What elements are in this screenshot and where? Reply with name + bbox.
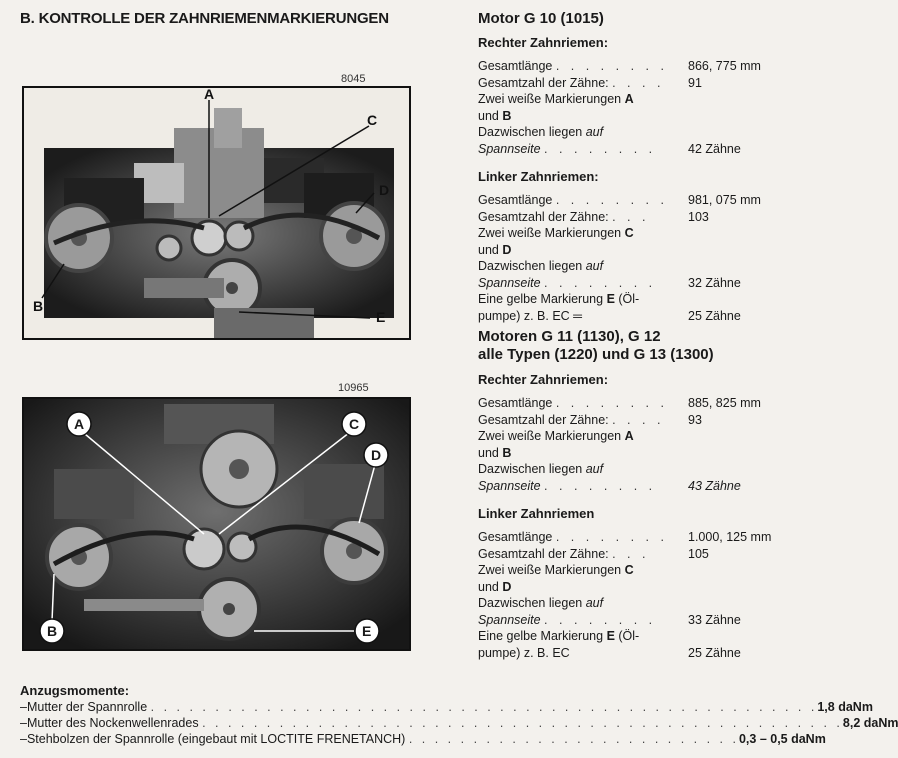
motor2-left-between-row: Spannseite . . . . . . . . 33 Zähne [478,612,778,629]
motor2-right-heading: Rechter Zahnriemen: [478,372,609,387]
engine-illustration-2 [24,399,409,649]
torque-value: 0,3 – 0,5 daNm [738,732,826,746]
motor1-left-heading: Linker Zahnriemen: [478,169,599,184]
motor2-title-line1: Motoren G 11 (1130), G 12 [478,328,661,345]
teeth-value: 93 [688,412,702,427]
figure1-number: 8045 [341,73,366,85]
teeth-value: 91 [688,75,702,90]
length-value: 866, 775 mm [688,59,761,73]
between-text: Dazwischen liegen [478,596,583,610]
torque-row [20,731,826,747]
torque-label: Mutter des Nockenwellenrades . . . . . . . . . . . . . . . . . . . . . . . . . . . . . . . . . . . . . . . . . . . . . . . . . . [26,716,843,730]
torque-section [20,683,898,747]
spec-column [478,10,778,661]
mark-letter: E [606,629,615,643]
yellow-text-end: (Öl- [618,629,640,643]
marks-and: und [478,108,499,123]
mark-letter: A [624,429,634,443]
torque-value: 8,2 daNm [842,716,898,730]
teeth-label: Gesamtzahl der Zähne: [478,412,609,427]
length-label: Gesamtlänge [478,396,553,410]
teeth-value: 103 [688,209,709,224]
teeth-label: Gesamtzahl der Zähne: [478,546,609,561]
between-text: Dazwischen liegen [478,259,583,273]
yellow-value: 25 Zähne [688,645,741,660]
figure1-callout-e: E [376,309,386,325]
pump-label: pumpe) z. B. EC ═ [478,308,583,323]
spannseite-label: Spannseite [478,275,541,290]
motor1-title: Motor G 10 (1015) [478,10,604,27]
mark-letter: C [624,226,634,240]
figure1-callout-c: C [367,112,378,128]
teeth-label: Gesamtzahl der Zähne: [478,75,609,90]
marks-and: und [478,445,499,460]
motor2-right-length-row: Gesamtlänge . . . . . . . . 885, 825 mm [478,395,778,412]
figure2-number: 10965 [338,382,369,394]
between-value: 33 Zähne [688,612,741,627]
torque-label-text: Stehbolzen der Spannrolle (eingebaut mit LOCTITE FRENETANCH) [26,732,406,746]
motor2-title-line2: alle Typen (1220) und G 13 (1300) [478,346,714,363]
mark-letter: D [502,242,512,257]
yellow-text-end: (Öl- [618,292,640,306]
between-italic: auf [585,596,604,610]
motor2-left-teeth-row: Gesamtzahl der Zähne: . . . 105 [478,546,778,563]
between-value: 42 Zähne [688,141,741,156]
length-value: 981, 075 mm [688,193,761,207]
motor1-left-marks [478,225,778,275]
motor2-left-length-row: Gesamtlänge . . . . . . . . 1.000, 125 mm [478,529,778,546]
length-label: Gesamtlänge [478,530,553,544]
marks-and: und [478,579,499,594]
length-label: Gesamtlänge [478,193,553,207]
torque-row [20,699,873,715]
yellow-value: 25 Zähne [688,308,741,323]
figure2-callout-b: B [47,623,58,639]
mark-letter: C [624,563,634,577]
figure1-callout-d: D [379,182,390,198]
marks-text: Zwei weiße Markierungen [478,429,622,443]
between-value: 43 Zähne [688,478,741,493]
list-dash: – [20,716,27,730]
spannseite-label: Spannseite [478,141,541,156]
marks-and: und [478,242,499,257]
figure1-callout-b: B [33,298,44,314]
motor1-left-length-row: Gesamtlänge . . . . . . . . 981, 075 mm [478,192,778,209]
mark-letter: B [502,108,512,123]
figure1-callout-a: A [204,86,215,102]
marks-text: Zwei weiße Markierungen [478,92,622,106]
motor1-left-yellow [478,291,778,308]
torque-label-text: Mutter des Nockenwellenrades [26,716,199,730]
motor2-left-marks [478,562,778,612]
pump-label: pumpe) z. B. EC [478,645,570,660]
figure2-callout-a: A [74,416,85,432]
motor1-right-length-row: Gesamtlänge . . . . . . . . 866, 775 mm [478,58,778,75]
spannseite-label: Spannseite [478,612,541,627]
motor1-right-between-row: Spannseite . . . . . . . . 42 Zähne [478,141,778,158]
motor2-right-marks [478,428,778,478]
section-title: B. KONTROLLE DER ZAHNRIEMENMARKIERUNGEN [20,10,389,27]
motor1-right-heading: Rechter Zahnriemen: [478,35,609,50]
marks-text: Zwei weiße Markierungen [478,563,622,577]
motor1-right-marks [478,91,778,141]
between-italic: auf [585,125,604,139]
between-value: 32 Zähne [688,275,741,290]
figure2-callout-c: C [349,416,360,432]
engine-illustration-1 [24,88,409,338]
torque-label: Mutter der Spannrolle . . . . . . . . . . . . . . . . . . . . . . . . . . . . . . . . . . . . . . . . . . . . . . . . . . . . [26,700,818,714]
between-text: Dazwischen liegen [478,462,583,476]
yellow-text: Eine gelbe Markierung [478,629,604,643]
torque-row [20,715,898,731]
mark-letter: B [502,445,512,460]
marks-text: Zwei weiße Markierungen [478,226,622,240]
between-italic: auf [585,462,604,476]
motor2-left-yellow [478,628,778,645]
length-value: 885, 825 mm [688,396,761,410]
torque-label: Stehbolzen der Spannrolle (eingebaut mit LOCTITE FRENETANCH) . . . . . . . . . . . . . . . . . . . . . . . . . . [26,732,739,746]
figure2-engine-photo [22,397,411,651]
between-italic: auf [585,259,604,273]
torque-value: 1,8 daNm [817,700,873,714]
list-dash: – [20,700,27,714]
spannseite-label: Spannseite [478,478,541,493]
motor2-right-between-row: Spannseite . . . . . . . . 43 Zähne [478,478,778,495]
teeth-value: 105 [688,546,709,561]
yellow-text: Eine gelbe Markierung [478,292,604,306]
figure1-engine-photo [22,86,411,340]
figure2-callout-d: D [371,447,382,463]
length-label: Gesamtlänge [478,59,553,73]
teeth-label: Gesamtzahl der Zähne: [478,209,609,224]
mark-letter: D [502,579,512,594]
motor1-left-between-row: Spannseite . . . . . . . . 32 Zähne [478,275,778,292]
motor2-right-teeth-row: Gesamtzahl der Zähne: . . . . 93 [478,412,778,429]
between-text: Dazwischen liegen [478,125,583,139]
motor1-left-yellow-row [478,308,778,325]
length-value: 1.000, 125 mm [688,530,772,544]
motor1-left-teeth-row: Gesamtzahl der Zähne: . . . 103 [478,209,778,226]
figure2-callout-e: E [362,623,372,639]
motor2-left-heading: Linker Zahnriemen [478,506,595,521]
list-dash: – [20,732,27,746]
motor1-right-teeth-row: Gesamtzahl der Zähne: . . . . 91 [478,75,778,92]
torque-label-text: Mutter der Spannrolle [26,700,148,714]
mark-letter: E [606,292,615,306]
mark-letter: A [624,92,634,106]
motor2-title [478,328,778,364]
motor2-left-yellow-row [478,645,778,662]
torque-heading: Anzugsmomente: [20,683,130,698]
